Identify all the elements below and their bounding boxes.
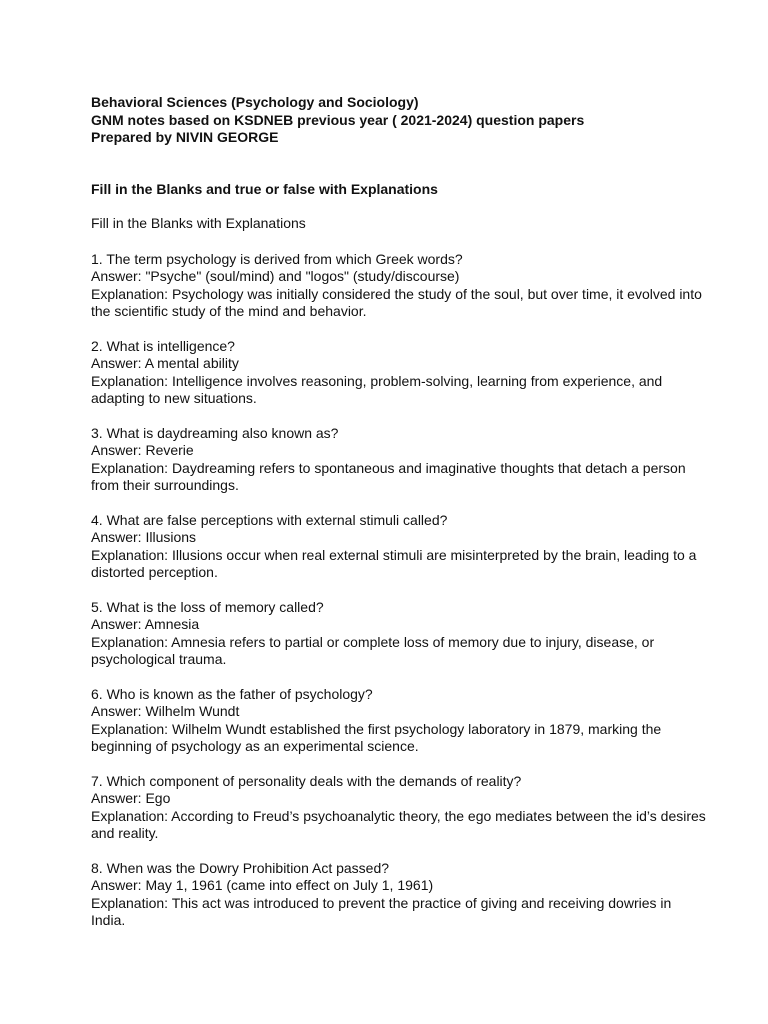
explanation-text: Explanation: Illusions occur when real external stimuli are misinterpreted by the brain, leading to a distorted perception. [91, 546, 697, 580]
question-text: 4. What are false perceptions with external stimuli called? [91, 511, 448, 528]
question-text: 1. The term psychology is derived from which Greek words? [91, 250, 463, 267]
question-text: 7. Which component of personality deals with the demands of reality? [91, 772, 522, 789]
qa-item [91, 686, 708, 756]
question-text: 6. Who is known as the father of psychology? [91, 685, 373, 702]
question-text: 5. What is the loss of memory called? [91, 598, 324, 615]
section-heading: Fill in the Blanks and true or false with Explanations [91, 180, 438, 197]
qa-item [91, 599, 708, 669]
document-author: Prepared by NIVIN GEORGE [91, 129, 279, 145]
answer-text: Answer: Ego [91, 790, 171, 806]
section-subheading: Fill in the Blanks with Explanations [91, 215, 306, 231]
document-subtitle: GNM notes based on KSDNEB previous year ( 2021-2024) question papers [91, 111, 585, 128]
qa-item [91, 338, 708, 408]
answer-text: Answer: Wilhelm Wundt [91, 703, 240, 719]
answer-text: Answer: May 1, 1961 (came into effect on July 1, 1961) [91, 877, 434, 893]
explanation-text: Explanation: Daydreaming refers to spontaneous and imaginative thoughts that detach a person from their surroundings. [91, 459, 686, 493]
answer-text: Answer: Reverie [91, 442, 194, 458]
question-text: 8. When was the Dowry Prohibition Act passed? [91, 859, 390, 876]
answer-text: Answer: Illusions [91, 529, 197, 545]
qa-item [91, 860, 708, 930]
question-text: 3. What is daydreaming also known as? [91, 424, 339, 441]
qa-item [91, 425, 708, 495]
explanation-text: Explanation: Intelligence involves reasoning, problem-solving, learning from experience, and adapting to new situations. [91, 372, 663, 406]
qa-item [91, 512, 708, 582]
qa-item [91, 773, 708, 843]
question-text: 2. What is intelligence? [91, 337, 235, 354]
answer-text: Answer: A mental ability [91, 355, 239, 371]
document-title: Behavioral Sciences (Psychology and Sociology) [91, 94, 419, 110]
explanation-text: Explanation: Wilhelm Wundt established the first psychology laboratory in 1879, marking the beginning of psychology as an experimental science. [91, 720, 662, 754]
qa-list [91, 251, 708, 930]
explanation-text: Explanation: Amnesia refers to partial or complete loss of memory due to injury, disease, or psychological trauma. [91, 633, 655, 667]
explanation-text: Explanation: According to Freud’s psychoanalytic theory, the ego mediates between the id’s desires and reality. [91, 807, 706, 841]
qa-item [91, 251, 708, 321]
answer-text: Answer: "Psyche" (soul/mind) and "logos" (study/discourse) [91, 268, 460, 284]
answer-text: Answer: Amnesia [91, 616, 200, 632]
explanation-text: Explanation: This act was introduced to prevent the practice of giving and receiving dowries in India. [91, 894, 672, 928]
explanation-text: Explanation: Psychology was initially considered the study of the soul, but over time, it evolved into the scientific study of the mind and behavior. [91, 285, 702, 319]
